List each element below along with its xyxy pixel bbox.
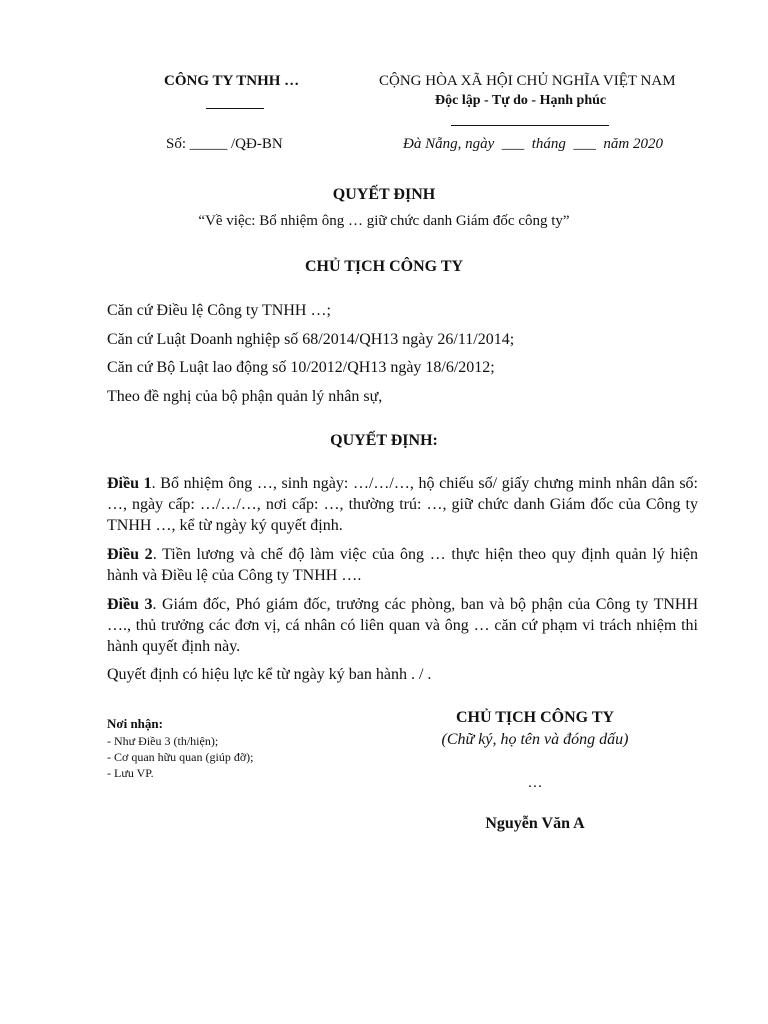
- document-subject: “Về việc: Bổ nhiệm ông … giữ chức danh Giám đốc công ty”: [198, 213, 570, 229]
- signer-title: CHỦ TỊCH CÔNG TY: [455, 709, 615, 726]
- article-text: . Bổ nhiệm ông …, sinh ngày: …/…/…, hộ chiếu số/ giấy chưng minh nhân dân số: …, ngày cấp: …/…/…, nơi cấp: …, thường trú: …, giữ chức danh Giám đốc của Công ty TNHH …, kể từ ngày ký quyết định.: [107, 475, 698, 534]
- signature-note: (Chữ ký, họ tên và đóng dấu): [441, 731, 629, 748]
- article-label: Điều 1: [107, 475, 152, 492]
- signature-placeholder: …: [527, 775, 543, 791]
- issuing-authority: CHỦ TỊCH CÔNG TY: [304, 258, 464, 275]
- article-label: Điều 3: [107, 596, 153, 613]
- signer-name: Nguyễn Văn A: [485, 815, 585, 832]
- decision-heading: QUYẾT ĐỊNH:: [330, 432, 438, 449]
- article-text: . Tiền lương và chế độ làm việc của ông … thực hiện theo quy định quản lý hiện hành và Điều lệ của Công ty TNHH ….: [107, 546, 699, 584]
- recipient-item: - Như Điều 3 (th/hiện);: [107, 734, 219, 748]
- national-motto: Độc lập - Tự do - Hạnh phúc: [435, 93, 607, 108]
- article-label: Điều 2: [107, 546, 153, 563]
- article-1: [107, 473, 698, 536]
- article-3: [107, 594, 698, 657]
- article-2: [107, 544, 698, 586]
- company-underline: [206, 108, 264, 109]
- basis-line: Căn cứ Điều lệ Công ty TNHH …;: [107, 302, 331, 319]
- recipient-item: - Cơ quan hữu quan (giúp đỡ);: [107, 750, 254, 764]
- document-title: QUYẾT ĐỊNH: [332, 186, 436, 203]
- recipients-title: Nơi nhận:: [107, 716, 163, 731]
- effective-statement: Quyết định có hiệu lực kể từ ngày ký ban hành . / .: [107, 666, 432, 683]
- recipient-item: - Lưu VP.: [107, 766, 154, 780]
- motto-underline: [451, 125, 609, 126]
- country-name: CỘNG HÒA XÃ HỘI CHỦ NGHĨA VIỆT NAM: [379, 73, 676, 89]
- basis-line: Theo đề nghị của bộ phận quản lý nhân sự,: [107, 388, 383, 405]
- company-name: CÔNG TY TNHH …: [164, 73, 300, 89]
- basis-line: Căn cứ Bộ Luật lao động số 10/2012/QH13 ngày 18/6/2012;: [107, 359, 495, 376]
- decision-number: Số: _____ /QĐ-BN: [166, 136, 283, 152]
- article-text: . Giám đốc, Phó giám đốc, trưởng các phòng, ban và bộ phận của Công ty TNHH …., thủ trưởng các đơn vị, cá nhân có liên quan và ông … căn cứ phạm vi trách nhiệm thi hành quyết định này.: [107, 596, 699, 655]
- basis-line: Căn cứ Luật Doanh nghiệp số 68/2014/QH13 ngày 26/11/2014;: [107, 331, 515, 348]
- place-date: Đà Nẵng, ngày ___ tháng ___ năm 2020: [403, 136, 663, 152]
